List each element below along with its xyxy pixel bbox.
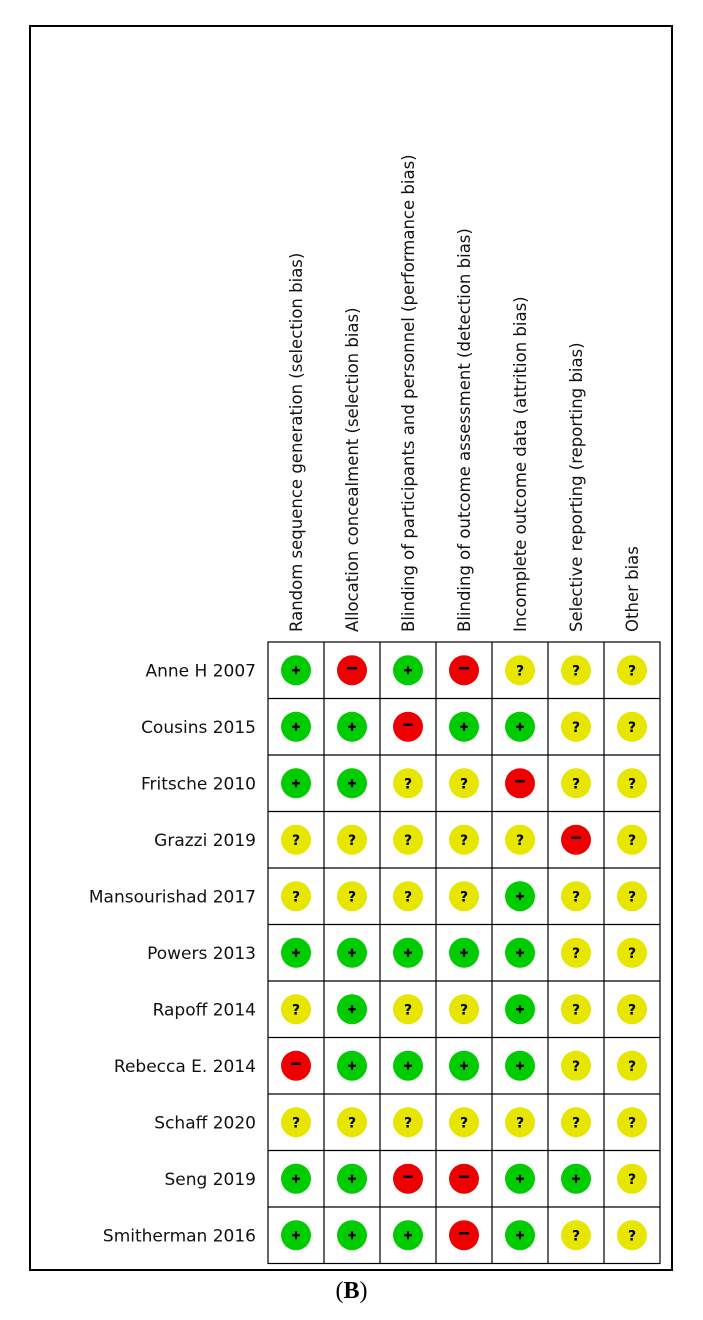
question-icon: ? <box>515 832 525 849</box>
question-icon: ? <box>347 1115 357 1132</box>
question-icon: ? <box>571 776 581 793</box>
judgement-mark <box>449 994 479 1024</box>
judgement-mark <box>337 712 367 742</box>
question-icon: ? <box>291 1115 301 1132</box>
judgement-mark <box>337 1164 367 1194</box>
question-icon: ? <box>515 663 525 680</box>
question-icon: ? <box>459 776 469 793</box>
column-header: Allocation concealment (selection bias) <box>343 307 362 632</box>
judgement-mark <box>393 825 423 855</box>
question-icon: ? <box>627 945 637 962</box>
question-icon: ? <box>627 1228 637 1245</box>
judgement-mark <box>449 881 479 911</box>
study-label: Grazzi 2019 <box>154 830 256 851</box>
question-icon: ? <box>627 832 637 849</box>
question-icon: ? <box>403 1002 413 1019</box>
judgement-mark <box>449 825 479 855</box>
judgement-mark <box>561 768 591 798</box>
column-header: Incomplete outcome data (attrition bias) <box>511 296 530 632</box>
question-icon: ? <box>627 1058 637 1075</box>
judgement-mark <box>449 655 479 685</box>
question-icon: ? <box>571 663 581 680</box>
study-label: Smitherman 2016 <box>102 1226 256 1247</box>
judgement-mark <box>281 1220 311 1250</box>
judgement-mark <box>281 768 311 798</box>
judgement-mark <box>393 938 423 968</box>
judgement-mark <box>449 1164 479 1194</box>
judgement-mark <box>337 881 367 911</box>
judgement-mark <box>449 1051 479 1081</box>
judgement-mark <box>281 994 311 1024</box>
judgement-mark <box>281 881 311 911</box>
question-icon: ? <box>403 832 413 849</box>
study-label: Seng 2019 <box>164 1169 256 1190</box>
question-icon: ? <box>347 832 357 849</box>
judgement-mark <box>617 994 647 1024</box>
judgement-mark <box>505 1220 535 1250</box>
question-icon: ? <box>459 1115 469 1132</box>
question-icon: ? <box>459 832 469 849</box>
question-icon: ? <box>571 1228 581 1245</box>
judgement-circle <box>449 1220 479 1250</box>
question-icon: ? <box>403 776 413 793</box>
judgement-circle <box>449 1164 479 1194</box>
judgement-mark <box>561 1107 591 1137</box>
question-icon: ? <box>403 1115 413 1132</box>
question-icon: ? <box>571 945 581 962</box>
judgement-mark <box>505 994 535 1024</box>
judgement-mark <box>393 1164 423 1194</box>
judgement-mark <box>337 825 367 855</box>
question-icon: ? <box>571 1058 581 1075</box>
judgement-mark <box>449 768 479 798</box>
judgement-mark <box>561 881 591 911</box>
question-icon: ? <box>571 1002 581 1019</box>
judgement-circle <box>281 1051 311 1081</box>
question-icon: ? <box>403 889 413 906</box>
study-label: Mansourishad 2017 <box>88 887 256 908</box>
judgement-mark <box>617 768 647 798</box>
judgement-mark <box>337 1051 367 1081</box>
judgement-mark <box>393 1107 423 1137</box>
judgement-mark <box>617 1220 647 1250</box>
judgement-mark <box>617 1051 647 1081</box>
judgement-mark <box>393 994 423 1024</box>
column-header: Other bias <box>623 546 642 632</box>
judgement-circle <box>393 712 423 742</box>
judgement-mark <box>561 938 591 968</box>
judgement-mark <box>449 1220 479 1250</box>
question-icon: ? <box>291 832 301 849</box>
study-label: Schaff 2020 <box>154 1113 256 1134</box>
judgement-mark <box>561 712 591 742</box>
judgement-mark <box>449 938 479 968</box>
question-icon: ? <box>627 663 637 680</box>
judgement-mark <box>505 938 535 968</box>
question-icon: ? <box>627 1115 637 1132</box>
judgement-mark <box>281 655 311 685</box>
judgement-mark <box>449 1107 479 1137</box>
judgement-mark <box>281 1107 311 1137</box>
judgement-mark <box>505 1107 535 1137</box>
judgement-mark <box>505 1051 535 1081</box>
judgement-mark <box>561 1051 591 1081</box>
judgement-mark <box>617 1107 647 1137</box>
question-icon: ? <box>571 889 581 906</box>
judgement-mark <box>505 712 535 742</box>
study-label: Powers 2013 <box>147 943 256 964</box>
question-icon: ? <box>291 889 301 906</box>
column-header: Selective reporting (reporting bias) <box>567 342 586 632</box>
judgement-mark <box>617 712 647 742</box>
judgement-circle <box>393 1164 423 1194</box>
judgement-mark <box>337 938 367 968</box>
judgement-mark <box>281 938 311 968</box>
column-header: Blinding of participants and personnel (performance bias) <box>399 154 418 632</box>
judgement-mark <box>505 1164 535 1194</box>
column-header: Random sequence generation (selection bias) <box>287 252 306 632</box>
judgement-mark <box>337 768 367 798</box>
question-icon: ? <box>571 719 581 736</box>
question-icon: ? <box>627 776 637 793</box>
judgement-mark <box>561 994 591 1024</box>
judgement-mark <box>617 655 647 685</box>
question-icon: ? <box>459 1002 469 1019</box>
question-icon: ? <box>571 1115 581 1132</box>
study-label: Cousins 2015 <box>141 717 256 738</box>
judgement-mark <box>393 712 423 742</box>
question-icon: ? <box>347 889 357 906</box>
judgement-mark <box>449 712 479 742</box>
judgement-mark <box>561 655 591 685</box>
judgement-mark <box>281 1051 311 1081</box>
judgement-mark <box>393 881 423 911</box>
judgement-mark <box>505 768 535 798</box>
figure-caption: (B) <box>335 1278 368 1304</box>
judgement-mark <box>617 825 647 855</box>
judgement-mark <box>561 1220 591 1250</box>
judgement-circle <box>505 768 535 798</box>
judgement-circle <box>337 655 367 685</box>
judgement-mark <box>393 1220 423 1250</box>
judgement-mark <box>281 1164 311 1194</box>
judgement-mark <box>281 825 311 855</box>
judgement-mark <box>617 1164 647 1194</box>
judgement-mark <box>337 1220 367 1250</box>
judgement-mark <box>393 1051 423 1081</box>
judgement-circle <box>561 825 591 855</box>
judgement-mark <box>561 825 591 855</box>
figure-letter: B <box>343 1278 360 1304</box>
study-label: Fritsche 2010 <box>140 774 256 795</box>
question-icon: ? <box>627 889 637 906</box>
judgement-mark <box>337 655 367 685</box>
study-label: Anne H 2007 <box>145 661 256 682</box>
judgement-mark <box>281 712 311 742</box>
question-icon: ? <box>291 1002 301 1019</box>
column-header: Blinding of outcome assessment (detection bias) <box>455 228 474 632</box>
judgement-mark <box>617 881 647 911</box>
question-icon: ? <box>627 719 637 736</box>
question-icon: ? <box>459 889 469 906</box>
judgement-mark <box>393 655 423 685</box>
question-icon: ? <box>515 1115 525 1132</box>
study-label: Rebecca E. 2014 <box>113 1056 256 1077</box>
judgement-mark <box>617 938 647 968</box>
judgement-circle <box>449 655 479 685</box>
question-icon: ? <box>627 1002 637 1019</box>
question-icon: ? <box>627 1171 637 1188</box>
judgement-mark <box>561 1164 591 1194</box>
judgement-mark <box>337 994 367 1024</box>
judgement-mark <box>505 825 535 855</box>
judgement-mark <box>505 881 535 911</box>
study-label: Rapoff 2014 <box>152 1000 256 1021</box>
judgement-mark <box>337 1107 367 1137</box>
judgement-mark <box>393 768 423 798</box>
judgement-mark <box>505 655 535 685</box>
